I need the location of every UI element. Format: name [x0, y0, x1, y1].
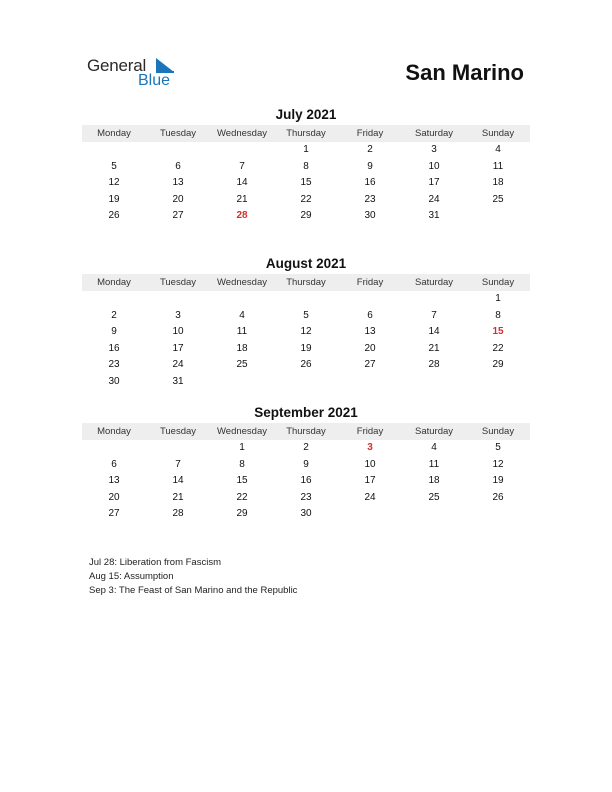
day-cell: 1 — [239, 442, 245, 453]
day-cell: 26 — [300, 359, 312, 370]
logo-text-general: General — [87, 56, 147, 75]
day-cell: 6 — [175, 160, 181, 172]
week-row — [82, 473, 530, 490]
weekday-label: Sunday — [481, 426, 515, 437]
weekday-label: Thursday — [286, 426, 326, 437]
day-cell: 24 — [364, 491, 376, 503]
day-cell: 11 — [492, 160, 504, 172]
day-cell: 13 — [108, 475, 120, 486]
weekday-label: Monday — [97, 426, 131, 437]
day-cell: 2 — [111, 309, 117, 321]
day-cell — [82, 142, 146, 159]
weekday-label: Monday — [97, 128, 131, 139]
weekday-label: Monday — [97, 277, 131, 288]
day-cell: 7 — [239, 160, 245, 172]
day-cell: 16 — [300, 475, 312, 486]
day-cell: 24 — [172, 359, 184, 370]
day-cell: 12 — [492, 458, 504, 470]
month-calendar — [82, 404, 530, 523]
day-cell: 23 — [108, 359, 120, 370]
day-cell: 27 — [108, 508, 120, 519]
day-cell — [146, 291, 210, 308]
day-cell: 20 — [108, 491, 120, 503]
day-cell: 23 — [364, 193, 376, 205]
day-cell — [210, 374, 274, 391]
month-calendar — [82, 255, 530, 390]
day-cell — [402, 374, 466, 391]
week-row — [82, 374, 530, 391]
day-cell: 8 — [495, 309, 501, 321]
day-cell: 18 — [428, 475, 440, 486]
weekday-label: Wednesday — [217, 128, 267, 139]
day-cell: 10 — [364, 458, 376, 470]
week-row — [82, 175, 530, 192]
day-cell: 30 — [364, 210, 376, 221]
week-row — [82, 490, 530, 507]
day-cell: 5 — [111, 160, 117, 172]
day-cell: 2 — [303, 442, 309, 453]
day-cell — [146, 142, 210, 159]
day-cell: 26 — [492, 491, 504, 503]
day-cell: 21 — [236, 193, 248, 205]
week-row — [82, 357, 530, 374]
day-cell: 22 — [300, 193, 312, 205]
week-row — [82, 159, 530, 176]
day-cell: 23 — [300, 491, 312, 503]
day-cell: 15 — [492, 326, 504, 337]
day-cell: 26 — [108, 210, 120, 221]
week-row — [82, 208, 530, 225]
day-cell: 15 — [300, 177, 312, 188]
day-cell: 6 — [367, 309, 373, 321]
holiday-note: Sep 3: The Feast of San Marino and the Republic — [89, 585, 298, 596]
weekday-label: Wednesday — [217, 277, 267, 288]
weekday-label: Saturday — [414, 426, 454, 437]
day-cell: 18 — [492, 177, 504, 188]
day-cell: 13 — [364, 326, 376, 337]
day-cell: 19 — [108, 193, 120, 205]
day-cell: 19 — [300, 342, 312, 354]
month-calendar — [82, 106, 530, 225]
country-title: San Marino — [405, 60, 524, 85]
day-cell: 17 — [172, 342, 184, 354]
day-cell: 3 — [175, 309, 181, 321]
day-cell — [82, 440, 146, 457]
day-cell — [466, 208, 530, 225]
month-title: August 2021 — [265, 256, 347, 271]
day-cell: 14 — [428, 326, 440, 337]
weekday-label: Saturday — [414, 277, 454, 288]
weekday-label: Thursday — [286, 277, 326, 288]
day-cell: 5 — [495, 442, 501, 453]
weekday-label: Friday — [356, 426, 384, 437]
day-cell: 16 — [364, 177, 376, 188]
week-row — [82, 440, 530, 457]
day-cell: 4 — [495, 144, 501, 155]
day-cell: 11 — [236, 326, 248, 337]
day-cell: 8 — [303, 160, 309, 172]
day-cell: 25 — [492, 193, 504, 205]
day-cell: 27 — [172, 210, 184, 221]
weekday-label: Sunday — [481, 128, 515, 139]
holiday-note: Jul 28: Liberation from Fascism — [89, 557, 221, 568]
day-cell: 16 — [108, 342, 120, 354]
weekday-label: Friday — [356, 277, 384, 288]
day-cell: 2 — [367, 144, 373, 155]
day-cell — [274, 291, 338, 308]
day-cell: 17 — [428, 177, 440, 188]
day-cell: 22 — [236, 491, 248, 503]
day-cell: 7 — [431, 309, 437, 321]
month-title: July 2021 — [275, 107, 337, 122]
day-cell: 4 — [431, 442, 437, 453]
holiday-note: Aug 15: Assumption — [89, 571, 174, 582]
day-cell: 18 — [236, 342, 248, 354]
weekday-label: Tuesday — [159, 277, 197, 288]
day-cell: 28 — [172, 508, 184, 519]
day-cell: 14 — [236, 177, 248, 188]
day-cell — [338, 291, 402, 308]
day-cell: 29 — [236, 508, 248, 519]
month-title: September 2021 — [254, 405, 358, 420]
day-cell: 31 — [428, 210, 440, 221]
day-cell — [210, 142, 274, 159]
day-cell — [210, 291, 274, 308]
day-cell: 24 — [428, 193, 440, 205]
weekday-label: Sunday — [481, 277, 515, 288]
day-cell: 20 — [364, 342, 376, 354]
day-cell — [402, 291, 466, 308]
day-cell — [338, 506, 402, 523]
day-cell: 29 — [300, 210, 312, 221]
day-cell: 3 — [367, 442, 373, 453]
day-cell: 14 — [172, 475, 184, 486]
day-cell — [338, 374, 402, 391]
week-row — [82, 506, 530, 523]
day-cell: 22 — [492, 342, 504, 354]
day-cell: 9 — [367, 160, 373, 172]
holiday-notes — [89, 556, 297, 598]
weekday-header — [82, 274, 530, 291]
day-cell: 9 — [111, 326, 117, 337]
day-cell — [402, 506, 466, 523]
day-cell: 17 — [364, 475, 376, 486]
week-row — [82, 142, 530, 159]
weekday-label: Saturday — [414, 128, 454, 139]
day-cell: 15 — [236, 475, 248, 486]
weekday-header — [82, 423, 530, 440]
day-cell — [466, 374, 530, 391]
week-row — [82, 192, 530, 209]
day-cell: 7 — [175, 458, 181, 470]
day-cell — [466, 506, 530, 523]
logo-text-blue: Blue — [138, 72, 171, 89]
week-row — [82, 291, 530, 308]
day-cell: 28 — [428, 359, 440, 370]
weekday-label: Tuesday — [159, 128, 197, 139]
generalblue-logo — [87, 56, 187, 92]
day-cell: 10 — [428, 160, 440, 172]
week-row — [82, 324, 530, 341]
day-cell: 8 — [239, 458, 245, 470]
day-cell: 27 — [364, 359, 376, 370]
day-cell — [274, 374, 338, 391]
week-row — [82, 457, 530, 474]
day-cell: 28 — [236, 210, 248, 221]
day-cell: 21 — [172, 491, 184, 503]
weekday-label: Thursday — [286, 128, 326, 139]
day-cell: 11 — [428, 458, 440, 470]
day-cell: 31 — [172, 375, 184, 387]
day-cell: 13 — [172, 177, 184, 188]
day-cell: 1 — [495, 293, 501, 304]
day-cell: 1 — [303, 144, 309, 155]
day-cell: 12 — [108, 177, 120, 188]
day-cell: 30 — [300, 508, 312, 519]
day-cell: 29 — [492, 359, 504, 370]
weekday-header — [82, 125, 530, 142]
week-row — [82, 308, 530, 325]
week-row — [82, 341, 530, 358]
weekday-label: Wednesday — [217, 426, 267, 437]
day-cell: 4 — [239, 309, 245, 321]
day-cell: 3 — [431, 144, 437, 155]
logo-triangle-icon — [156, 58, 174, 72]
day-cell: 5 — [303, 309, 309, 321]
weekday-label: Tuesday — [159, 426, 197, 437]
day-cell: 25 — [236, 359, 248, 370]
day-cell: 20 — [172, 193, 184, 205]
day-cell: 30 — [108, 375, 120, 387]
day-cell: 6 — [111, 458, 117, 470]
day-cell: 10 — [172, 326, 184, 337]
day-cell: 12 — [300, 326, 312, 337]
day-cell: 21 — [428, 342, 440, 354]
day-cell: 25 — [428, 491, 440, 503]
day-cell: 19 — [492, 475, 504, 486]
weekday-label: Friday — [356, 128, 384, 139]
day-cell: 9 — [303, 458, 309, 470]
day-cell — [82, 291, 146, 308]
day-cell — [146, 440, 210, 457]
